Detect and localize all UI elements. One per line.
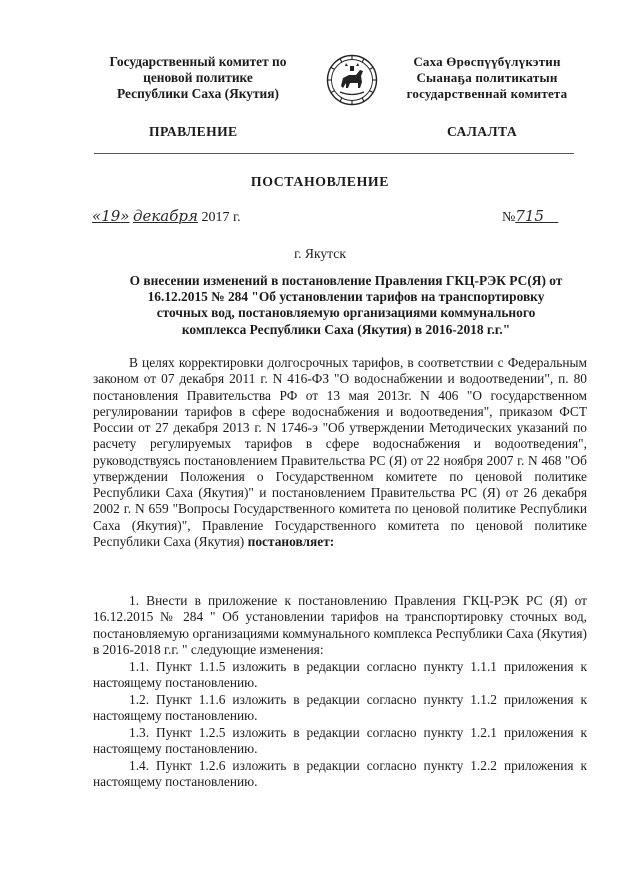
clause-1 [93, 593, 587, 658]
subject-line: 16.12.2015 № 284 "Об установлении тарифов на транспортировку [147, 289, 545, 305]
issuer-line: Государственный комитет по [109, 54, 287, 69]
clause-1-4 [93, 758, 587, 791]
subject-line: сточных вод, постановляемую организациями коммунального [156, 305, 536, 321]
subject-line: О внесении изменений в постановление Правления ГКЦ-РЭК РС(Я) от [129, 273, 563, 288]
date-close-quote: » [120, 207, 130, 225]
board-label-russian: ПРАВЛЕНИЕ [149, 124, 238, 139]
number-value: 715 [515, 207, 544, 225]
issuer-line: Сыанаҕа политикатын [416, 70, 558, 85]
document-title: ПОСТАНОВЛЕНИЕ [250, 174, 390, 189]
date-year: 2017 г. [197, 210, 241, 225]
date-day: 19 [101, 207, 121, 225]
subject-line: комплекса Республики Саха (Якутия) в 2016-2018 г.г." [181, 321, 511, 337]
issuer-line: ценовой политике [143, 70, 253, 85]
clause-1-3 [93, 725, 587, 758]
document-date [92, 207, 241, 226]
document-city: г. Якутск [294, 246, 346, 261]
clause-1-2-text: 1.2. Пункт 1.1.6 изложить в редакции согласно пункту 1.1.2 приложения к настоящему постановлению. [93, 692, 587, 724]
issuer-line: государственнай комитета [406, 86, 568, 101]
issuer-line: Республики Саха (Якутия) [117, 86, 279, 101]
sakha-republic-emblem-icon [326, 53, 378, 107]
issuer-name-russian [88, 54, 308, 102]
document-subject [104, 273, 588, 338]
clause-1-text: 1. Внести в приложение к постановлению Правления ГКЦ-РЭК РС (Я) от 16.12.2015 № 284 " Об установлении тарифов на транспортировку сточных вод, постановляемую организациями коммунального комплекса Республики Саха (Якутия) в 2016-2018 г.г. " следующие изменения: [93, 593, 587, 657]
preamble-resolution-word: постановляет: [247, 533, 335, 549]
clause-1-2 [93, 692, 587, 725]
clause-1-1-text: 1.1. Пункт 1.1.5 изложить в редакции согласно пункту 1.1.1 приложения к настоящему постановлению. [93, 659, 587, 691]
clause-1-3-text: 1.3. Пункт 1.2.5 изложить в редакции согласно пункту 1.2.1 приложения к настоящему постановлению. [93, 725, 587, 757]
date-month: декабря [132, 207, 198, 225]
board-label-yakut: САЛАЛТА [447, 124, 518, 139]
number-sign: № [502, 210, 516, 225]
date-open-quote: « [92, 207, 102, 225]
document-number [502, 207, 558, 226]
preamble-paragraph [93, 355, 587, 550]
issuer-name-yakut [384, 54, 590, 102]
issuer-line: Саха Өрөспүүбүлүкэтин [413, 54, 561, 69]
clause-1-4-text: 1.4. Пункт 1.2.6 изложить в редакции согласно пункту 1.2.2 приложения к настоящему постановлению. [93, 758, 587, 790]
header-divider [94, 153, 574, 154]
clause-1-1 [93, 659, 587, 692]
preamble-text: В целях корректировки долгосрочных тарифов, в соответствии с Федеральным законом от 07 декабря 2011 г. N 416-ФЗ "О водоснабжении и водоотведении", п. 80 постановления Правительства РФ от 13 мая 2013г. N 406 "О государственном регулировании тарифов в сфере водоснабжения и водоотведения", приказом ФСТ России от 27 декабря 2013 г. N 1746-э "Об утверждении Методических указаний по расчету регулируемых тарифов в сфере водоснабжения и водоотведения", руководствуясь постановлением Правительства РС (Я) от 22 ноября 2007 г. N 468 "Об утверждении Положения о Государственном комитете по ценовой политике Республики Саха (Якутия)" и постановлением Правительства РС (Я) от 26 декабря 2002 г. N 659 "Вопросы Государственного комитета по ценовой политике Республики Саха (Якутия)", Правление Государственного комитета по ценовой политике Республики Саха (Якутия) [93, 355, 587, 549]
